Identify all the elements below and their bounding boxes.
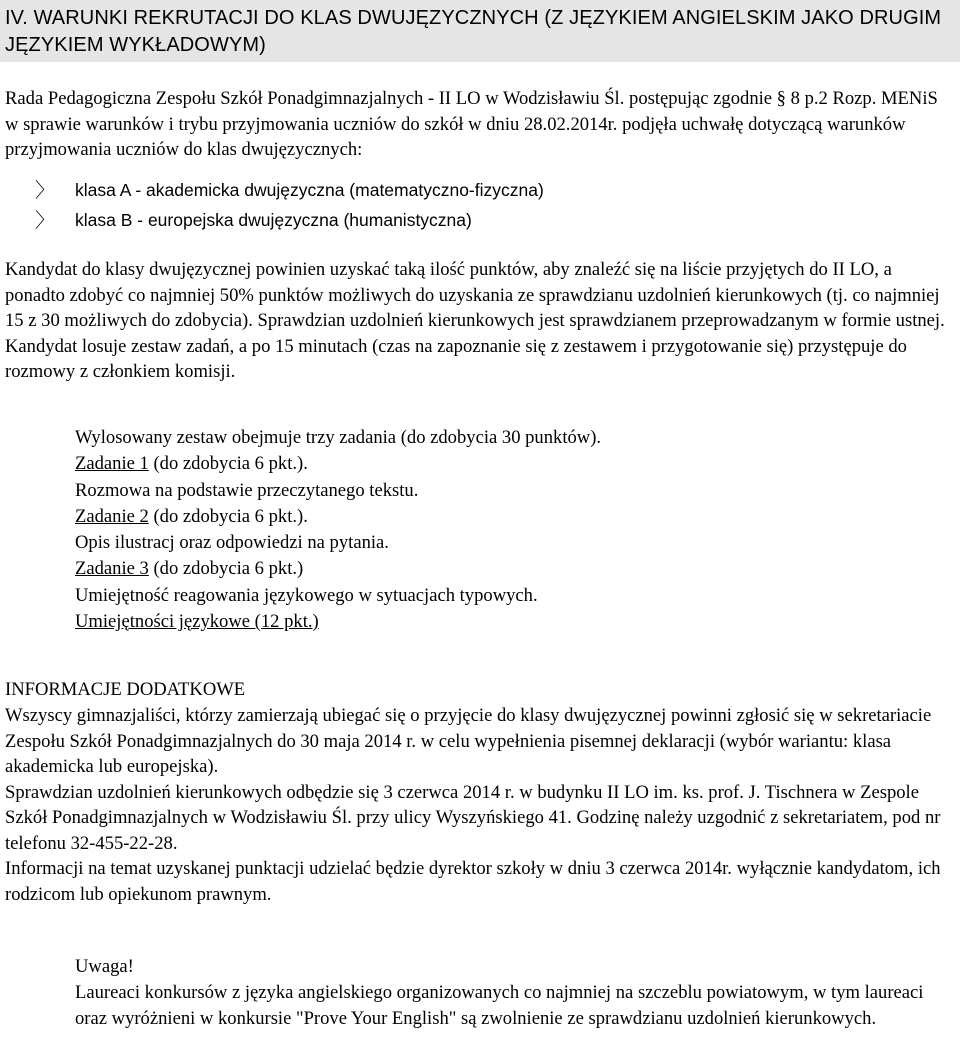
- task-set-list: [75, 425, 935, 635]
- note-text: Laureaci konkursów z języka angielskiego organizowanych co najmniej na szczeblu powiatowym, w tym laureaci oraz wyróżnieni w konkursie "Prove Your English" są zwolnienie ze sprawdzianu uzdolnień kierunkowych.: [75, 982, 924, 1029]
- language-skills-item: [75, 609, 935, 635]
- intro-text: Rada Pedagogiczna Zespołu Szkół Ponadgimnazjalnych - II LO w Wodzisławiu Śl. postępując zgodnie § 8 p.2 Rozp. MENiS w sprawie warunków i trybu przyjmowania uczniów do szkół w dniu 28.02.2014r. podjęła uchwałę dotyczącą warunków przyjmowania uczniów do klas dwujęzycznych:: [5, 88, 938, 160]
- additional-info-body: [5, 703, 955, 907]
- task-1-description: Rozmowa na podstawie przeczytanego tekstu.: [75, 479, 419, 501]
- task-1-points: (do zdobycia 6 pkt.).: [148, 453, 308, 475]
- task-item: [75, 556, 935, 582]
- chevron-right-icon: 〉: [35, 208, 55, 233]
- task-2-description: Opis ilustracj oraz odpowiedzi na pytania.: [75, 532, 389, 554]
- task-1-label: Zadanie 1: [75, 453, 149, 475]
- task-set-intro: Wylosowany zestaw obejmuje trzy zadania (do zdobycia 30 punktów).: [75, 427, 602, 448]
- class-b-label: klasa B - europejska dwujęzyczna (humanistyczna): [75, 210, 472, 231]
- intro-paragraph: [5, 86, 955, 163]
- additional-info-heading: INFORMACJE DODATKOWE: [5, 679, 246, 700]
- task-2-label: Zadanie 2: [75, 505, 149, 527]
- note-label: Uwaga!: [75, 956, 134, 977]
- task-2-points: (do zdobycia 6 pkt.).: [148, 505, 308, 527]
- chevron-right-icon: 〉: [35, 178, 55, 203]
- info-paragraph-registration: Wszyscy gimnazjaliści, którzy zamierzają ubiegać się o przyjęcie do klasy dwujęzycznej powinni zgłosić się w sekretariacie Zespołu Szkół Ponadgimnazjalnych do 30 maja 2014 r. w celu wypełnienia pisemnej deklaracji (wybór wariantu: klasa akademicka lub europejska).: [5, 705, 932, 777]
- info-paragraph-results: Informacji na temat uzyskanej punktacji udzielać będzie dyrektor szkoły w dniu 3 czerwca 2014r. wyłącznie kandydatom, ich rodzicom lub opiekunom prawnym.: [5, 858, 941, 905]
- class-list-item: [5, 176, 905, 206]
- task-item: [75, 504, 935, 530]
- task-3-points: (do zdobycia 6 pkt.): [148, 558, 304, 580]
- class-list-item: [5, 206, 905, 236]
- class-list: [5, 176, 905, 236]
- candidate-text: Kandydat do klasy dwujęzycznej powinien uzyskać taką ilość punktów, aby znaleźć się na liście przyjętych do II LO, a ponadto zdobyć co najmniej 50% punktów możliwych do uzyskania ze sprawdzianu uzdolnień kierunkowych (tj. co najmniej 15 z 30 możliwych do zdobycia). Sprawdzian uzdolnień kierunkowych jest sprawdzianem przeprowadzanym w formie ustnej. Kandydat losuje zestaw zadań, a po 15 minutach (czas na zapoznanie się z zestawem i przygotowanie się) przystępuje do rozmowy z członkiem komisji.: [5, 259, 945, 382]
- info-paragraph-exam: Sprawdzian uzdolnień kierunkowych odbędzie się 3 czerwca 2014 r. w budynku II LO im. ks. prof. J. Tischnera w Zespole Szkół Ponadgimnazjalnych w Wodzisławiu Śl. przy ulicy Wyszyńskiego 41. Godzinę należy uzgodnić z sekretariatem, pod nr telefonu 32-455-22-28.: [5, 781, 941, 854]
- candidate-paragraph: [5, 257, 955, 385]
- task-item: [75, 451, 935, 477]
- class-a-label: klasa A - akademicka dwujęzyczna (matematyczno-fizyczna): [75, 180, 544, 201]
- section-title: IV. WARUNKI REKRUTACJI DO KLAS DWUJĘZYCZNYCH (Z JĘZYKIEM ANGIELSKIM JAKO DRUGIM JĘZYKIEM WYKŁADOWYM): [5, 7, 942, 56]
- language-skills-label: Umiejętności językowe (12 pkt.): [75, 611, 319, 633]
- task-3-description: Umiejętność reagowania językowego w sytuacjach typowych.: [75, 584, 538, 606]
- task-3-label: Zadanie 3: [75, 558, 149, 580]
